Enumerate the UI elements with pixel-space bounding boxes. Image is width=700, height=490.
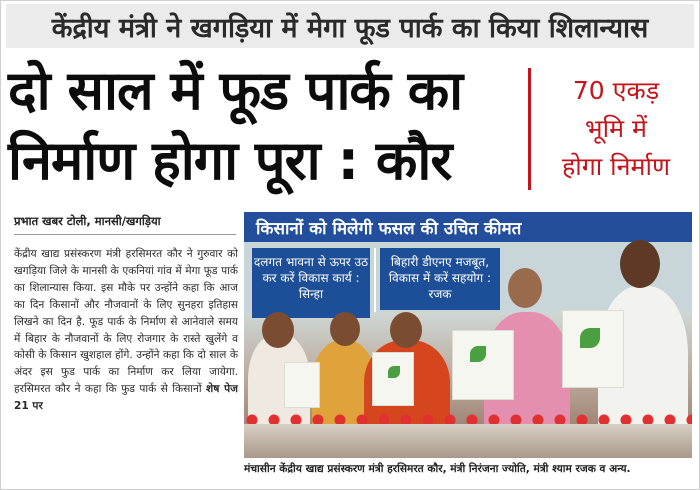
continued-note: शेष पेज 21 पर <box>14 383 238 413</box>
dateline-divider <box>14 234 236 235</box>
poster-card <box>284 362 320 408</box>
quote-divider <box>374 248 376 312</box>
highlight-line-3: होगा निर्माण <box>561 152 671 181</box>
sidebox-divider <box>528 68 531 190</box>
poster-card <box>372 352 414 406</box>
poster-card <box>452 330 514 400</box>
person-head <box>262 312 294 348</box>
highlight-box <box>540 72 692 192</box>
leaf-logo <box>470 346 486 362</box>
headline-line-2: निर्माण होगा पूरा : कौर <box>8 129 452 192</box>
person-head <box>330 312 360 346</box>
poster-card <box>562 310 624 388</box>
main-headline <box>8 56 523 196</box>
stage-table <box>244 424 692 458</box>
person-head <box>620 240 660 288</box>
article-text: केंद्रीय खाद्य प्रसंस्करण मंत्री हरसिमरत कौर ने गुरुवार को खगड़िया जिले के मानसी के एकनियां गांव में मेगा फूड पार्क का शिलान्यास किया. इस मौके पर उन्होंने कहा कि आज का दिन किसानों और नौजवानों के लिए सुनहरा इतिहास लिखने का दिन है. फूड पार्क के निर्माण से आनेवाले समय में बिहार के नौजवानों के लिए रोजगार के रास्ते खुलेंगे व कोसी के किसान खुशहाल होंगे. उन्होंने कहा कि दो साल के अंदर इस फुड पार्क का निर्माण कर लिया जायेगा. हरसिमरत कौर ने कहा कि फुड पार्क से किसानों <box>14 248 238 396</box>
dateline: प्रभात खबर टोली, मानसी/खगड़िया <box>14 214 161 228</box>
kicker-headline: केंद्रीय मंत्री ने खगड़िया में मेगा फूड पार्क का किया शिलान्यास <box>51 12 649 44</box>
person-head <box>390 312 422 348</box>
highlight-line-1: 70 एकड़ <box>572 76 660 105</box>
photo-banner: किसानों को मिलेगी फसल की उचित कीमत <box>244 212 692 242</box>
highlight-line-2: भूमि में <box>585 114 647 143</box>
leaf-logo <box>388 366 400 378</box>
quote-box-1: दलगत भावना से ऊपर उठ कर करें विकास कार्य : सिन्हा <box>252 248 370 318</box>
kicker-bar <box>6 4 694 48</box>
photo-caption: मंचासीन केंद्रीय खाद्य प्रसंस्करण मंत्री हरसिमरत कौर, मंत्री निरंजना ज्योति, मंत्री श्याम रजक व अन्य. <box>244 463 631 475</box>
article-body <box>14 246 238 478</box>
headline-line-1: दो साल में फूड पार्क का <box>8 59 463 122</box>
quote-box-2: बिहारी डीएनए मजबूत, विकास में करें सहयोग : रजक <box>380 248 500 310</box>
event-photo <box>244 212 692 458</box>
person-head <box>508 268 542 308</box>
leaf-logo <box>580 328 600 348</box>
